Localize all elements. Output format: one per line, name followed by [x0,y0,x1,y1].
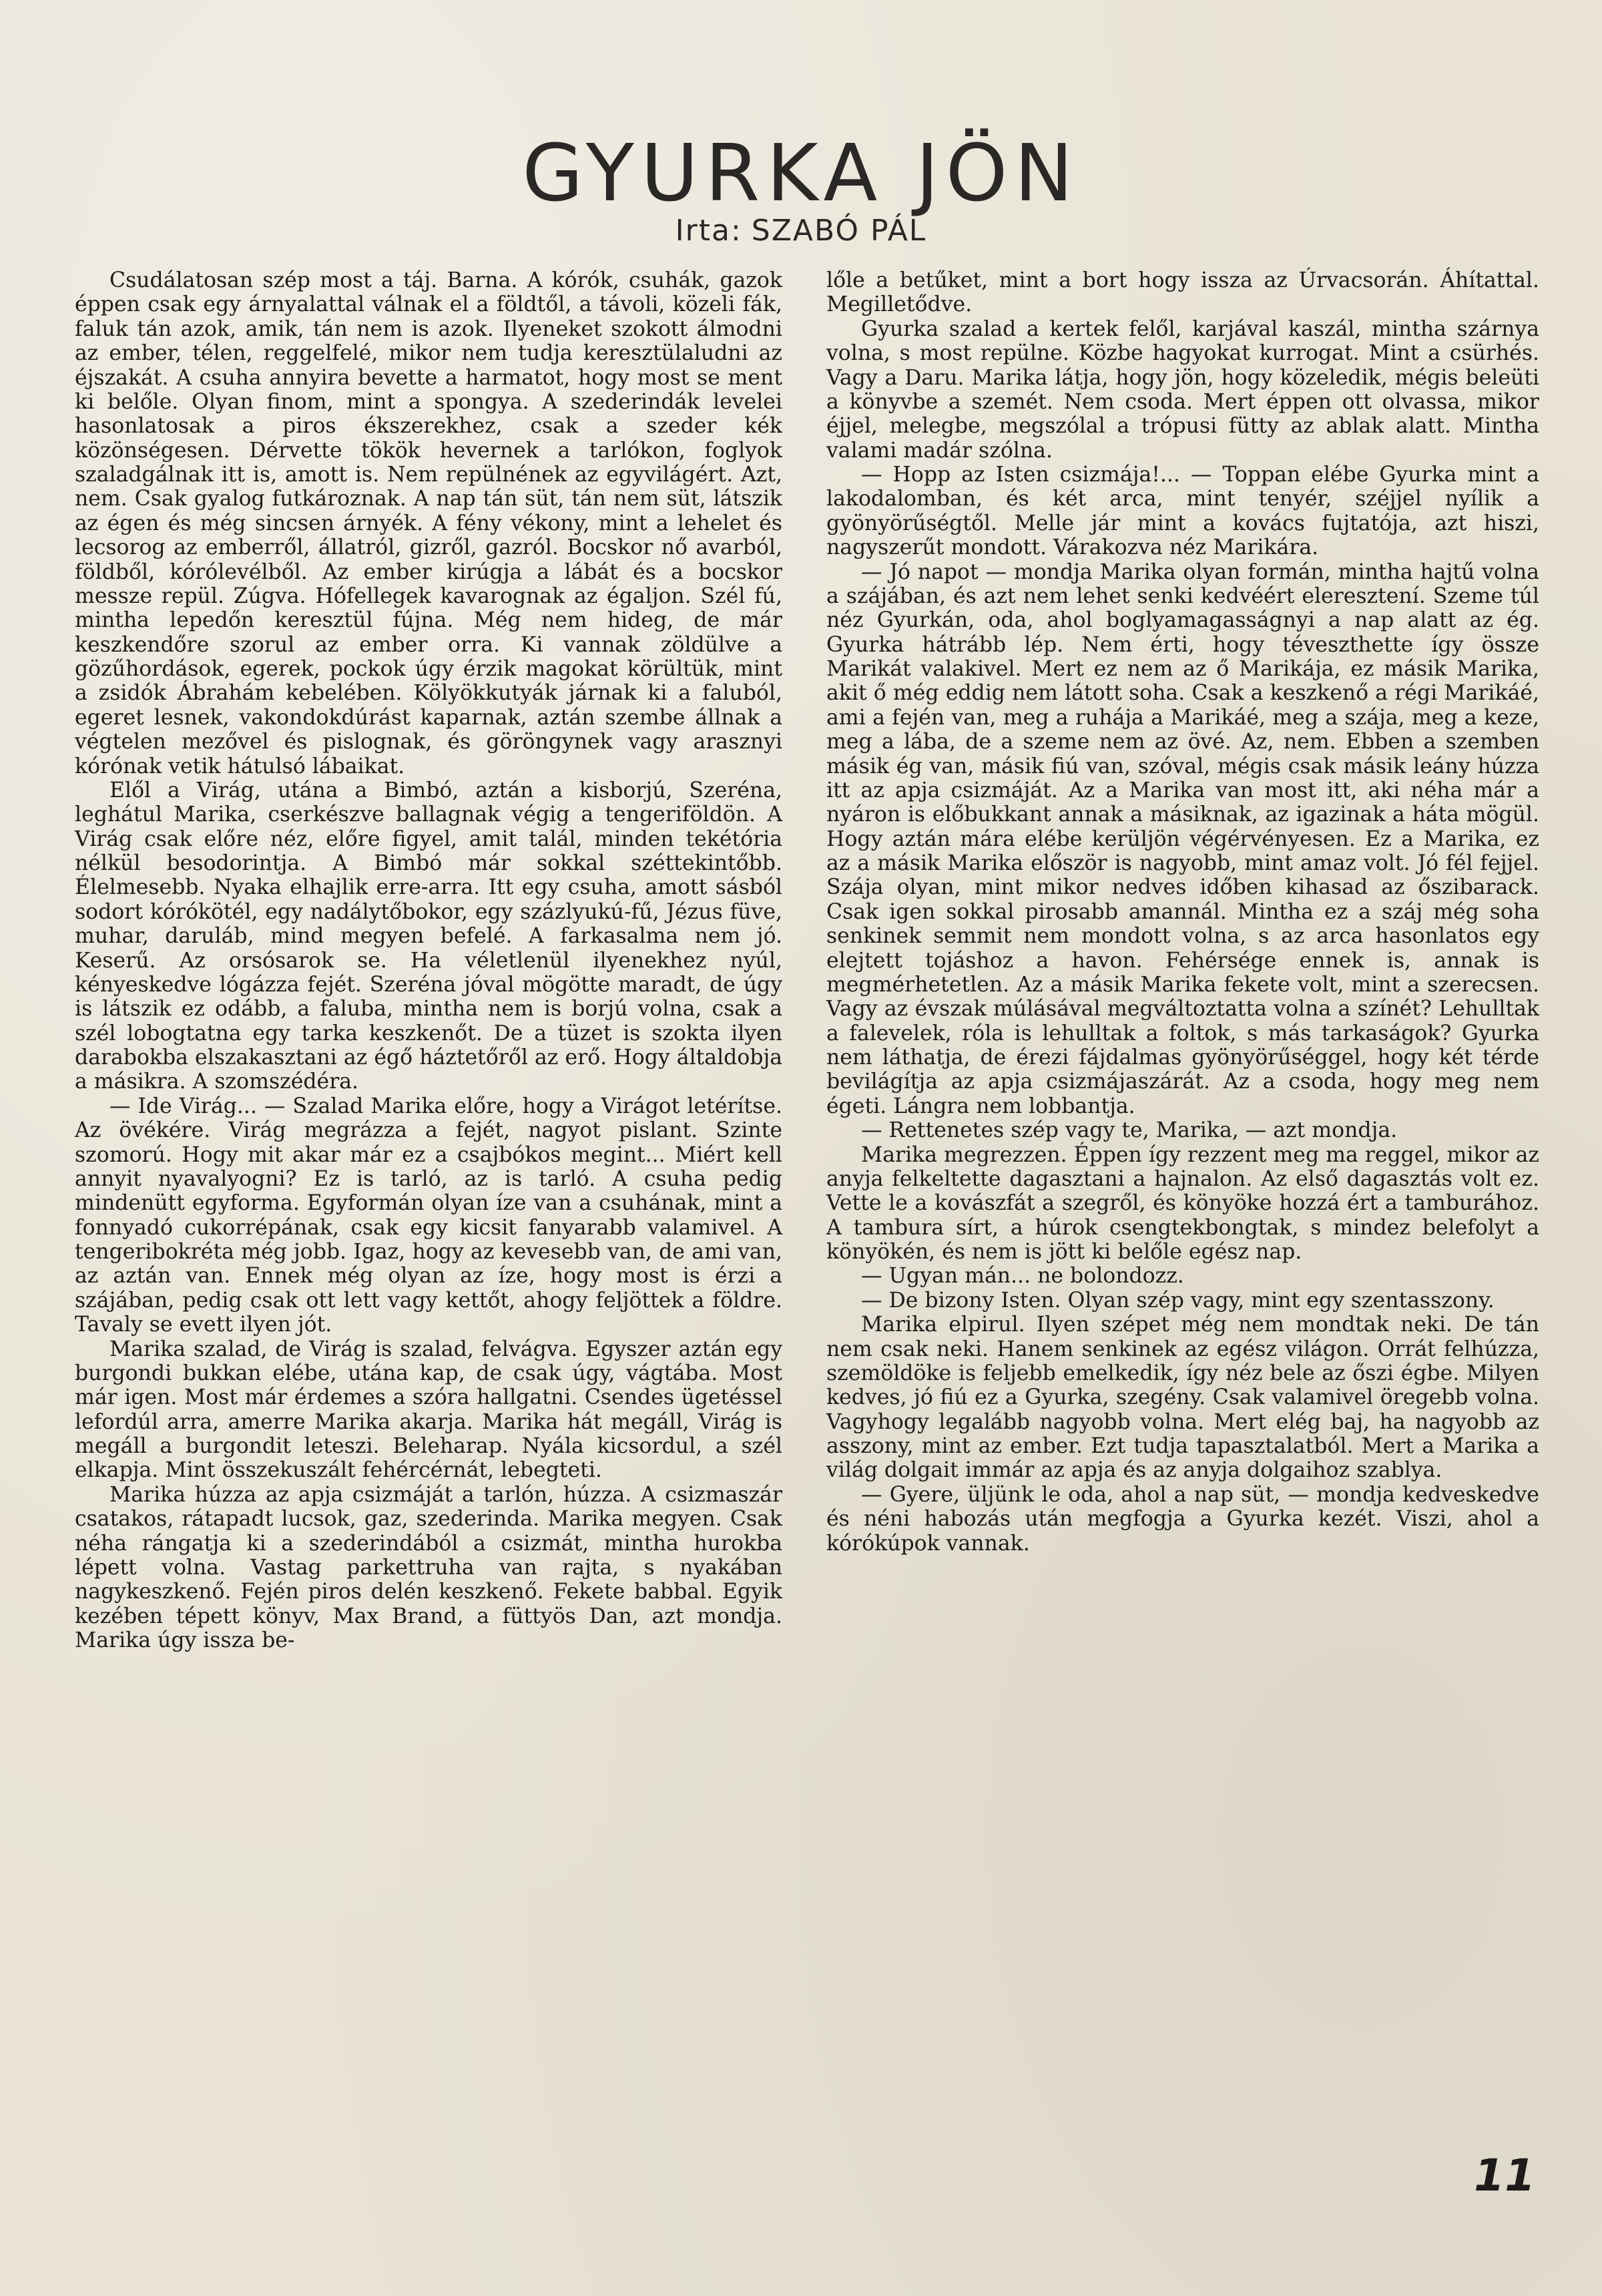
paragraph: — Ide Virág... — Szalad Marika előre, hogy a Virágot letérítse. Az övékére. Virág megrázza a fejét, nagyot pislant. Szinte szomorú. Hogy mit akar már ez a csajbókos megint... Miért kell annyit nyavalyogni? Ez is tarló, az is tarló. A csuha pedig mindenütt egyforma. Egyformán olyan íze van a csuhának, mint a fonnyadó cukorrépának, csak egy kicsit fanyarabb valamivel. A tengeribokréta még jobb. Igaz, hogy az kevesebb van, de ami van, az aztán van. Ennek még olyan az íze, hogy most is érzi a szájában, pedig csak ott lett vagy kettőt, ahogy feljöttek a földre. Tavaly se evett ilyen jót. [75,1094,782,1337]
right-column [826,268,1539,1556]
paragraph: — De bizony Isten. Olyan szép vagy, mint egy szentasszony. [861,1288,1495,1313]
paragraph: Csudálatosan szép most a táj. Barna. A kórók, csuhák, gazok éppen csak egy árnyalattal válnak el a földtől, a távoli, közeli fák, faluk tán azok, amik, tán nem is azok. Ilyeneket szokott álmodni az ember, télen, reggelfelé, mikor nem tudja keresztülaludni az éjszakát. A csuha annyira bevette a harmatot, hogy most se ment ki belőle. Olyan finom, mint a spongya. A szederindák levelei hasonlatosak a piros ékszerekhez, csak a szeder kék közönségesen. Dérvette tökök hevernek a tarlókon, foglyok szaladgálnak itt is, amott is. Nem repülnének az egyvilágért. Azt, nem. Csak gyalog futkároznak. A nap tán süt, tán nem süt, látszik az égen és még sincsen árnyék. A fény vékony, mint a lehelet és lecsorog az emberről, állatról, gizről, gazról. Bocskor nő avarból, földből, kórólevélből. Az ember kirúgja a lábát és a bocskor messze repül. Zúgva. Hófellegek kavarognak az égaljon. Szél fú, mintha lepedőn keresztül fújna. Még nem hideg, de már keszkendőre szorul az ember orra. Ki vannak zöldülve a gözűhordások, egerek, pockok úgy érzik magokat körültük, mint a zsidók Ábrahám kebelében. Kölyökkutyák járnak ki a faluból, egeret lesnek, vakondokdúrást kaparnak, aztán szembe állnak a végtelen mezővel és pislognak, és göröngynek vagy arasznyi kórónak vetik hátulsó lábaikat. [75,268,782,778]
paragraph: Gyurka szalad a kertek felől, karjával kaszál, mintha szárnya volna, s most repülne. Közbe hagyokat kurrogat. Mint a csürhés. Vagy a Daru. Marika látja, hogy jön, hogy közeledik, mégis beleüti a könyvbe a szemét. Nem csoda. Mert éppen ott olvassa, mikor éjjel, melegbe, megszólal a trópusi fütty az ablak alatt. Mintha valami madár szólna. [826,316,1539,463]
byline [0,214,1602,248]
article-title: GYURKA JÖN [522,127,1080,219]
paragraph: Marika megrezzen. Éppen így rezzent meg ma reggel, mikor az anyja felkeltette dagasztani a hajnalon. Az első dagasztás volt ez. Vette le a kovászfát a szegről, és könyöke hozzá ért a tamburához. A tambura sírt, a húrok csengtekbongtak, s mindez belefolyt a könyökén, és nem is jött ki belőle egész nap. [826,1142,1539,1264]
paragraph: — Gyere, üljünk le oda, ahol a nap süt, — mondja kedveskedve és néni habozás után megfogja a Gyurka kezét. Viszi, ahol a kórókúpok vannak. [826,1482,1539,1556]
paragraph: Marika elpirul. Ilyen szépet még nem mondtak neki. De tán nem csak neki. Hanem senkinek az egész világon. Orrát felhúzza, szemöldöke is feljebb emelkedik, így néz bele az őszi égbe. Milyen kedves, jó fiú ez a Gyurka, szegény. Csak valamivel öregebb volna. Vagyhogy legalább nagyobb volna. Mert elég baj, ha nagyobb az asszony, mint az ember. Ezt tudja tapasztalatból. Mert a Marika a világ dolgait immár az apja és az anyja dolgaihoz szablya. [826,1313,1539,1483]
paragraph: — Rettenetes szép vagy te, Marika, — azt mondja. [861,1118,1398,1143]
paragraph: Elől a Virág, utána a Bimbó, aztán a kisborjú, Szeréna, leghátul Marika, cserkészve ballagnak végig a tengeriföldön. A Virág csak előre néz, előre figyel, amit talál, minden tekétória nélkül besodorintja. A Bimbó már sokkal széttekintőbb. Élelmesebb. Nyaka elhajlik erre-arra. Itt egy csuha, amott sásból sodort kórókötél, egy nadálytőbokor, egy százlyukú-fű, Jézus füve, muhar, daruláb, mind megyen befelé. A farkasalma nem jó. Keserű. Az orsósarok se. Ha véletlenül ilyenekhez nyúl, kényeskedve lógázza fejét. Szeréna jóval mögötte maradt, de úgy is látszik ez odább, a faluba, mintha nem is borjú volna, csak a szél lobogtatna egy tarka keszkenőt. De a tüzet is szokta ilyen darabokba elszakasztani az égő háztetőről az erő. Hogy általdobja a másikra. A szomszédéra. [75,778,782,1094]
paragraph-continued: lőle a betűket, mint a bort hogy issza az Úrvacsorán. Áhítattal. Megilletődve. [826,268,1539,317]
paragraph: Marika szalad, de Virág is szalad, felvágva. Egyszer aztán egy burgondi bukkan elébe, utána kap, de csak úgy, vágtába. Most már igen. Most már érdemes a szóra hallgatni. Csendes ügetéssel lefordúl arra, amerre Marika akarja. Marika hát megáll, Virág is megáll a burgondit leteszi. Beleharap. Nyála kicsordul, a szél elkapja. Mint összekuszált fehércérnát, lebegteti. [75,1337,782,1483]
paragraph: Marika húzza az apja csizmáját a tarlón, húzza. A csizmaszár csatakos, rátapadt lucsok, gaz, szederinda. Marika megyen. Csak néha rángatja ki a szederindából a csizmát, mintha hurokba lépett volna. Vastag parkettruha van rajta, s nyakában nagykeszkenő. Fején piros delén keszkenő. Fekete babbal. Egyik kezében tépett könyv, Max Brand, a füttyös Dan, azt mondja. Marika úgy issza be- [75,1482,782,1652]
left-column [75,268,782,1652]
byline-label: Irta: [675,214,742,248]
page-number: 11 [1474,2150,1535,2201]
author-name: SZABÓ PÁL [751,214,927,248]
paragraph: — Ugyan mán... ne bolondozz. [861,1264,1184,1289]
paragraph: — Hopp az Isten csizmája!... — Toppan elébe Gyurka mint a lakodalomban, és két arca, mint tenyér, széjjel nyílik a gyönyörűségtől. Melle jár mint a kovács fujtatója, azt hiszi, nagyszerűt mondott. Várakozva néz Marikára. [826,463,1539,560]
paragraph: — Jó napot — mondja Marika olyan formán, mintha hajtű volna a szájában, és azt nem lehet senki kedvéért eleresztení. Szeme túl néz Gyurkán, oda, ahol boglyamagasságnyi a nap alatt az ég. Gyurka hátrább lép. Nem érti, hogy téveszthette így össze Marikát valakivel. Mert ez nem az ő Marikája, ez másik Marika, akit ő még eddig nem látott soha. Csak a keszkenő a régi Marikáé, ami a fején van, meg a ruhája a Marikáé, meg a szája, meg a keze, meg a lába, de a szeme nem az övé. Az, nem. Ebben a szemben másik ég van, másik fiú van, szóval, mégis csak másik leány húzza itt az apja csizmáját. Az a Marika van most itt, aki néha már a nyáron is előbukkant annak a másiknak, az igazinak a háta mögül. Hogy aztán mára elébe kerüljön végérvényesen. Ez a Marika, ez az a másik Marika először is nagyobb, mint amaz volt. Jó fél fejjel. Szája olyan, mint mikor nedves időben kihasad az őszibarack. Csak igen sokkal pirosabb amannál. Mintha ez a száj még soha senkinek semmit nem mondott volna, s az arca hasonlatos egy elejtett tojáshoz a havon. Fehérsége ennek is, annak is megmérhetetlen. Az a másik Marika fekete volt, mint a szerecsen. Vagy az évszak múlásával megváltoztatta volna a színét? Lehulltak a falevelek, róla is lehulltak a foltok, s más tarkaságok? Gyurka nem láthatja, de érezi fájdalmas gyönyörűséggel, hogy két térde bevilágítja az apja csizmájaszárát. Az a csoda, hogy meg nem égeti. Lángra nem lobbantja. [826,559,1539,1118]
